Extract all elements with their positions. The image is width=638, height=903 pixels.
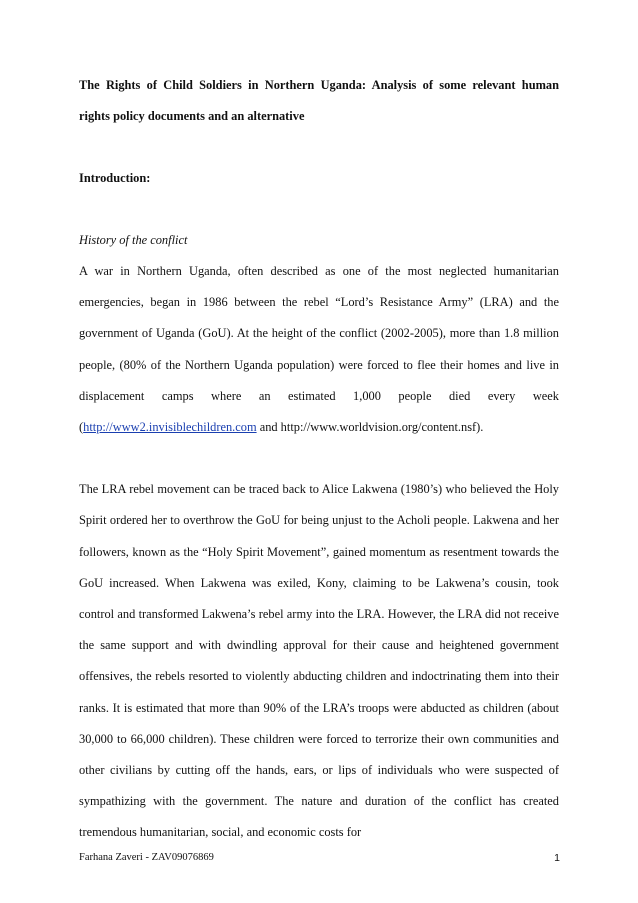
document-title-line1: The Rights of Child Soldiers in Northern Uganda: Analysis of some relevant human [79,78,559,92]
spacer [79,194,559,225]
page-number: 1 [554,852,560,864]
page-content [79,70,559,849]
paragraph-lra-origins: The LRA rebel movement can be traced back to Alice Lakwena (1980’s) who believed the Holy Spirit ordered her to overthrow the GoU for being unjust to the Acholi people. Lakwena and her followers, known as the “Holy Spirit Movement”, gained momentum as resentment towards the GoU increased. When Lakwena was exiled, Kony, claiming to be Lakwena’s cousin, took control and transformed Lakwena’s rebel army into the LRA. However, the LRA did not receive the same support and with dwindling approval for their cause and heightened government offensives, the rebels resorted to violently abducting children and indoctrinating them into their ranks. It is estimated that more than 90% of the LRA’s troops were abducted as children (about 30,000 to 66,000 children). These children were forced to terrorize their own communities and other civilians by cutting off the hands, ears, or lips of individuals who were suspected of sympathizing with the government. The nature and duration of the conflict has created tremendous humanitarian, social, and economic costs for [79,482,559,840]
invisiblechildren-link[interactable]: http://www2.invisiblechildren.com [83,420,257,435]
section-heading-introduction: Introduction: [79,171,151,185]
spacer [79,443,559,474]
paragraph-text: and http://www.worldvision.org/content.nsf). [256,420,484,435]
spacer [79,132,559,163]
document-title [79,70,559,132]
subsection-heading-history: History of the conflict [79,233,188,247]
footer-author: Farhana Zaveri - ZAV09076869 [79,852,214,863]
paragraph-history [79,256,559,443]
paragraph-text: A war in Northern Uganda, often described as one of the most neglected humanitarian emergencies, began in 1986 between the rebel “Lord’s Resistance Army” (LRA) and the government of Uganda (GoU). At the height of the conflict (2002-2005), more than 1.8 million people, (80% of the Northern Uganda population) were forced to flee their homes and live in displacement camps where an estimated 1,000 people died every week ( [79,264,559,435]
document-title-line2: rights policy documents and an alternative [79,109,305,123]
